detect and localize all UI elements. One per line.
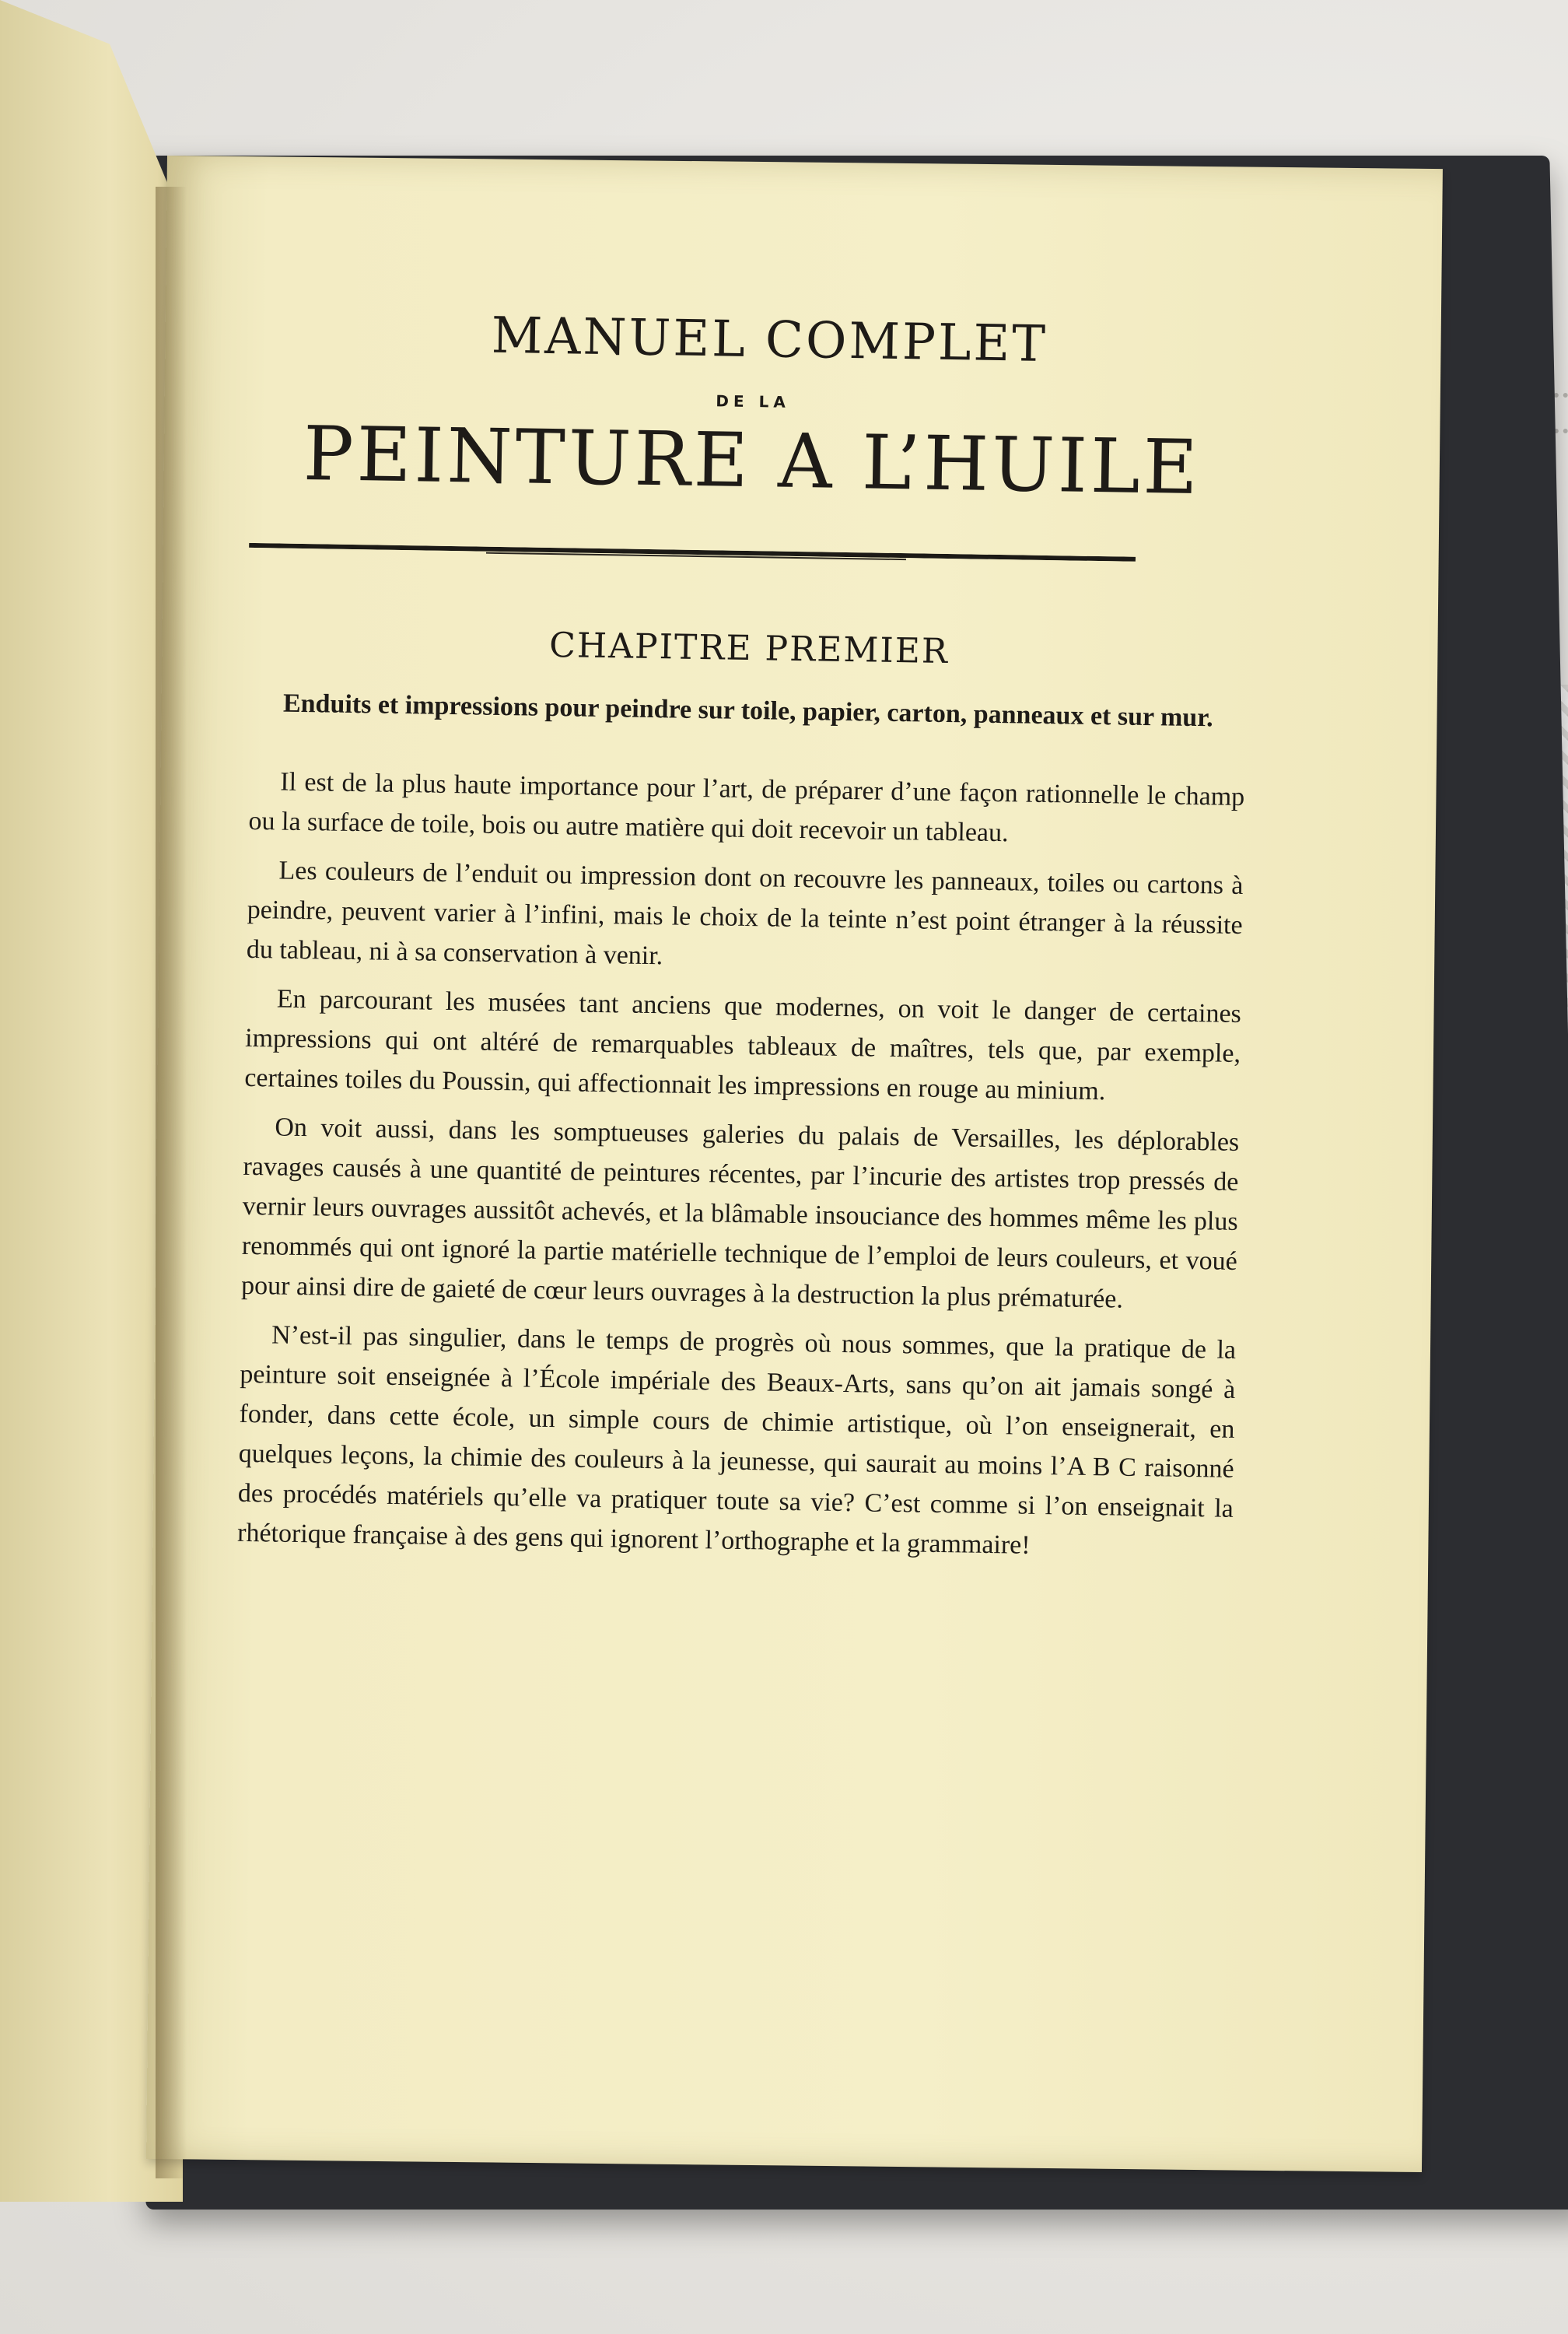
title-connector: DE LA	[716, 391, 791, 412]
paragraph: Il est de la plus haute importance pour l’art, de préparer d’une façon rationnelle le champ ou la surface de toile, bois ou autre matière qui doit recevoir un tableau.	[248, 767, 1245, 848]
title-line-2: PEINTURE A L’HUILE	[303, 409, 1202, 512]
page-content	[237, 303, 1252, 1578]
chapter-subtitle: Enduits et impressions pour peindre sur toile, papier, carton, panneaux et sur mur.	[282, 689, 1214, 733]
title-rule	[253, 527, 1249, 590]
page-gutter-shadow	[156, 187, 187, 2178]
paragraph: En parcourant les musées tant anciens que modernes, on voit le danger de certaines impressions qui ont altéré de remarquables tableaux de maîtres, tels que, par exemple, certaines toiles du Poussin, qui affectionnait les impressions en rouge au minium.	[244, 984, 1242, 1106]
chapter-heading: CHAPITRE PREMIER	[548, 625, 950, 672]
paragraph: Les couleurs de l’enduit ou impression dont on recouvre les panneaux, toiles ou cartons à peindre, peuvent varier à l’infini, mais le choix de la teinte n’est point étranger à la réussite du tableau, ni à sa conservation à venir.	[246, 856, 1244, 971]
paragraph: On voit aussi, dans les somptueuses galeries du palais de Versailles, les déplorables ravages causés à une quantité de peintures récentes, par l’incurie des artistes trop pressés de vernir leurs ouvrages aussitôt achevés, et la blâmable insouciance des hommes même les plus renommés qui ont ignoré la partie matérielle technique de l’emploi de leurs couleurs, et voué pour ainsi dire de gaieté de cœur leurs ouvrages à la destruction la plus prématurée.	[240, 1113, 1240, 1314]
paragraph: N’est-il pas singulier, dans le temps de progrès où nous sommes, que la pratique de la peinture soit enseignée à l’École impériale des Beaux-Arts, sans qu’on ait jamais songé à fonder, dans cette école, un simple cours de chimie artistique, où l’on enseignerait, en quelques leçons, la chimie des couleurs à la jeunesse, qui saurait au moins l’A B C raisonné des procédés matériels qu’elle va pratiquer toute sa vie? C’est comme si l’on enseignait la rhétorique française à des gens qui ignorent l’orthographe et la grammaire!	[236, 1320, 1237, 1560]
rule-thick	[249, 543, 1136, 562]
title-line-1: MANUEL COMPLET	[491, 307, 1048, 373]
